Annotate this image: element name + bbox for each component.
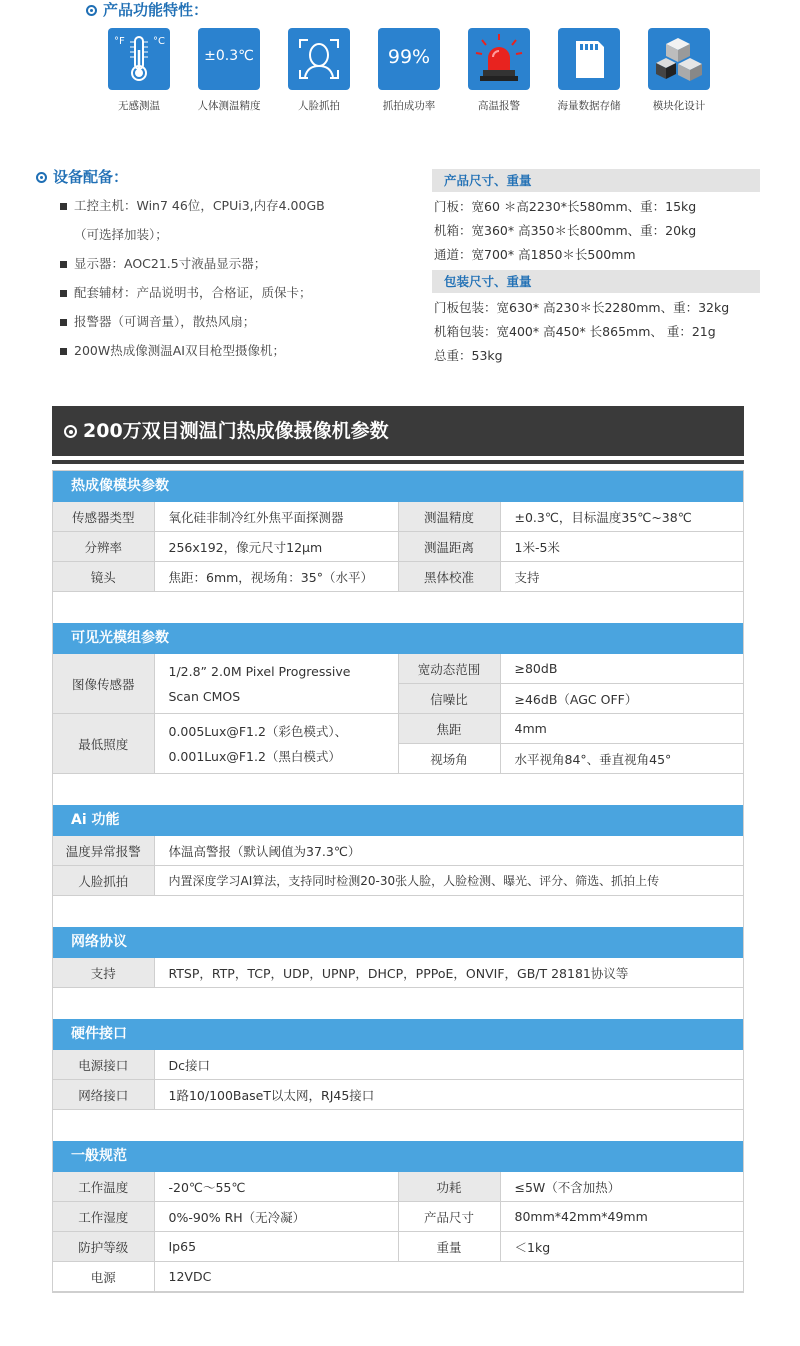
list-item: 配套辅材：产品说明书，合格证，质保卡；: [56, 281, 416, 305]
feature-success-rate: [364, 28, 454, 113]
features-title: 产品功能特性：: [86, 0, 208, 20]
table-row: 工作温度 -20℃～55℃ 功耗 ≤5W（不含加热）: [53, 1172, 743, 1202]
feature-caption: 无感测温: [118, 100, 160, 112]
table-row: 镜头 焦距：6mm，视场角：35°（水平） 黑体校准 支持: [53, 562, 743, 592]
feature-modular: [634, 28, 724, 113]
fahrenheit-label: °F: [114, 36, 125, 47]
list-item: 工控主机：Win7 46位，CPUi3,内存4.00GB: [56, 194, 416, 218]
feature-caption: 模块化设计: [652, 100, 706, 112]
circle-bullet-icon: [86, 5, 97, 16]
equipment-title: 设备配备：: [36, 166, 128, 187]
feature-caption: 抓拍成功率: [382, 100, 436, 112]
table-row: 电源接口 Dc接口: [53, 1050, 743, 1080]
ai-table: [53, 836, 743, 896]
feature-caption: 海量数据存储: [557, 100, 621, 112]
network-table: [53, 958, 743, 988]
square-bullet-icon: [60, 319, 67, 326]
table-row: 网络接口 1路10/100BaseT以太网，RJ45接口: [53, 1080, 743, 1110]
celsius-label: °C: [153, 36, 165, 47]
package-line: 机箱包装：宽400* 高450* 长865mm、 重：21g: [434, 324, 716, 339]
table-row: 最低照度 0.005Lux@F1.2（彩色模式）、 0.001Lux@F1.2（黑白模式） 焦距 4mm: [53, 714, 743, 744]
params-table: [52, 470, 744, 1293]
sd-card-icon: [558, 28, 620, 90]
table-row: 图像传感器 1/2.8” 2.0M Pixel Progressive Scan CMOS 宽动态范围 ≥80dB: [53, 654, 743, 684]
thermometer-icon: [108, 28, 170, 90]
feature-caption: 人体测温精度: [197, 100, 261, 112]
table-row: 传感器类型 氧化硅非制冷红外焦平面探测器 测温精度 ±0.3℃，目标温度35℃~38℃: [53, 502, 743, 532]
package-size-title: 包装尺寸、重量: [432, 270, 760, 293]
table-row: 温度异常报警 体温高警报（默认阈值为37.3℃）: [53, 836, 743, 866]
general-table: [53, 1172, 743, 1292]
percent-icon: [378, 28, 440, 90]
square-bullet-icon: [60, 261, 67, 268]
square-bullet-icon: [60, 290, 67, 297]
square-bullet-icon: [60, 203, 67, 210]
feature-no-contact-temp: [94, 28, 184, 113]
table-row: 防护等级 Ip65 重量 ＜1kg: [53, 1232, 743, 1262]
size-line: 机箱：宽360* 高350＊长800mm、重：20kg: [434, 223, 697, 238]
product-size-title: 产品尺寸、重量: [432, 169, 760, 192]
section-ai-head: Ai 功能: [53, 805, 743, 836]
section-thermal-head: 热成像模块参数: [53, 471, 743, 502]
banner-divider: [52, 460, 744, 464]
hardware-table: [53, 1050, 743, 1110]
precision-icon: [198, 28, 260, 90]
section-visible-head: 可见光模组参数: [53, 623, 743, 654]
alarm-siren-icon: [468, 28, 530, 90]
params-banner: 200万双目测温门热成像摄像机参数: [52, 406, 744, 456]
visible-table: [53, 654, 743, 774]
equipment-list: [56, 194, 416, 368]
list-item: 显示器：AOC21.5寸液晶显示器；: [56, 252, 416, 276]
table-row: 信噪比 ≥46dB（AGC OFF）: [53, 684, 743, 714]
package-size-box: [432, 270, 760, 368]
section-spacer: [53, 896, 743, 927]
list-item: 200W热成像测温AI双目枪型摄像机；: [56, 339, 416, 363]
feature-face-capture: [274, 28, 364, 113]
table-row: 支持 RTSP，RTP，TCP，UDP，UPNP，DHCP，PPPoE，ONVIF，GB/T 28181协议等: [53, 958, 743, 988]
precision-text: ±0.3℃: [204, 48, 254, 64]
thermal-table: [53, 502, 743, 592]
feature-mass-storage: [544, 28, 634, 113]
circle-bullet-icon: [36, 172, 47, 183]
table-row: 分辨率 256x192，像元尺寸12μm 测温距离 1米-5米: [53, 532, 743, 562]
section-spacer: [53, 774, 743, 805]
feature-caption: 高温报警: [478, 100, 520, 112]
size-line: 门板：宽60 ＊高2230*长580mm、重：15kg: [434, 199, 697, 214]
package-line: 门板包装：宽630* 高230＊长2280mm、重：32kg: [434, 300, 730, 315]
table-row: 人脸抓拍 内置深度学习AI算法，支持同时检测20-30张人脸，人脸检测、曝光、评分、筛选、抓拍上传: [53, 866, 743, 896]
modules-cube-icon: [648, 28, 710, 90]
size-line: 通道：宽700* 高1850＊长500mm: [434, 247, 636, 262]
product-size-box: [432, 169, 760, 267]
section-network-head: 网络协议: [53, 927, 743, 958]
section-general-head: 一般规范: [53, 1141, 743, 1172]
circle-bullet-icon: [64, 425, 77, 438]
feature-high-temp-alarm: [454, 28, 544, 113]
package-line: 总重：53kg: [434, 348, 503, 363]
square-bullet-icon: [60, 348, 67, 355]
feature-precision: [184, 28, 274, 113]
face-scan-icon: [288, 28, 350, 90]
list-item: （可选择加装）；: [74, 227, 168, 242]
section-spacer: [53, 988, 743, 1019]
success-rate-text: 99%: [387, 46, 431, 68]
feature-caption: 人脸抓拍: [298, 100, 340, 112]
table-row: 视场角 水平视角84°、垂直视角45°: [53, 744, 743, 774]
table-row: 工作湿度 0%-90% RH（无冷凝） 产品尺寸 80mm*42mm*49mm: [53, 1202, 743, 1232]
section-spacer: [53, 592, 743, 623]
list-item: 报警器（可调音量），散热风扇；: [56, 310, 416, 334]
table-row: 电源 12VDC: [53, 1262, 743, 1292]
section-hardware-head: 硬件接口: [53, 1019, 743, 1050]
section-spacer: [53, 1110, 743, 1141]
